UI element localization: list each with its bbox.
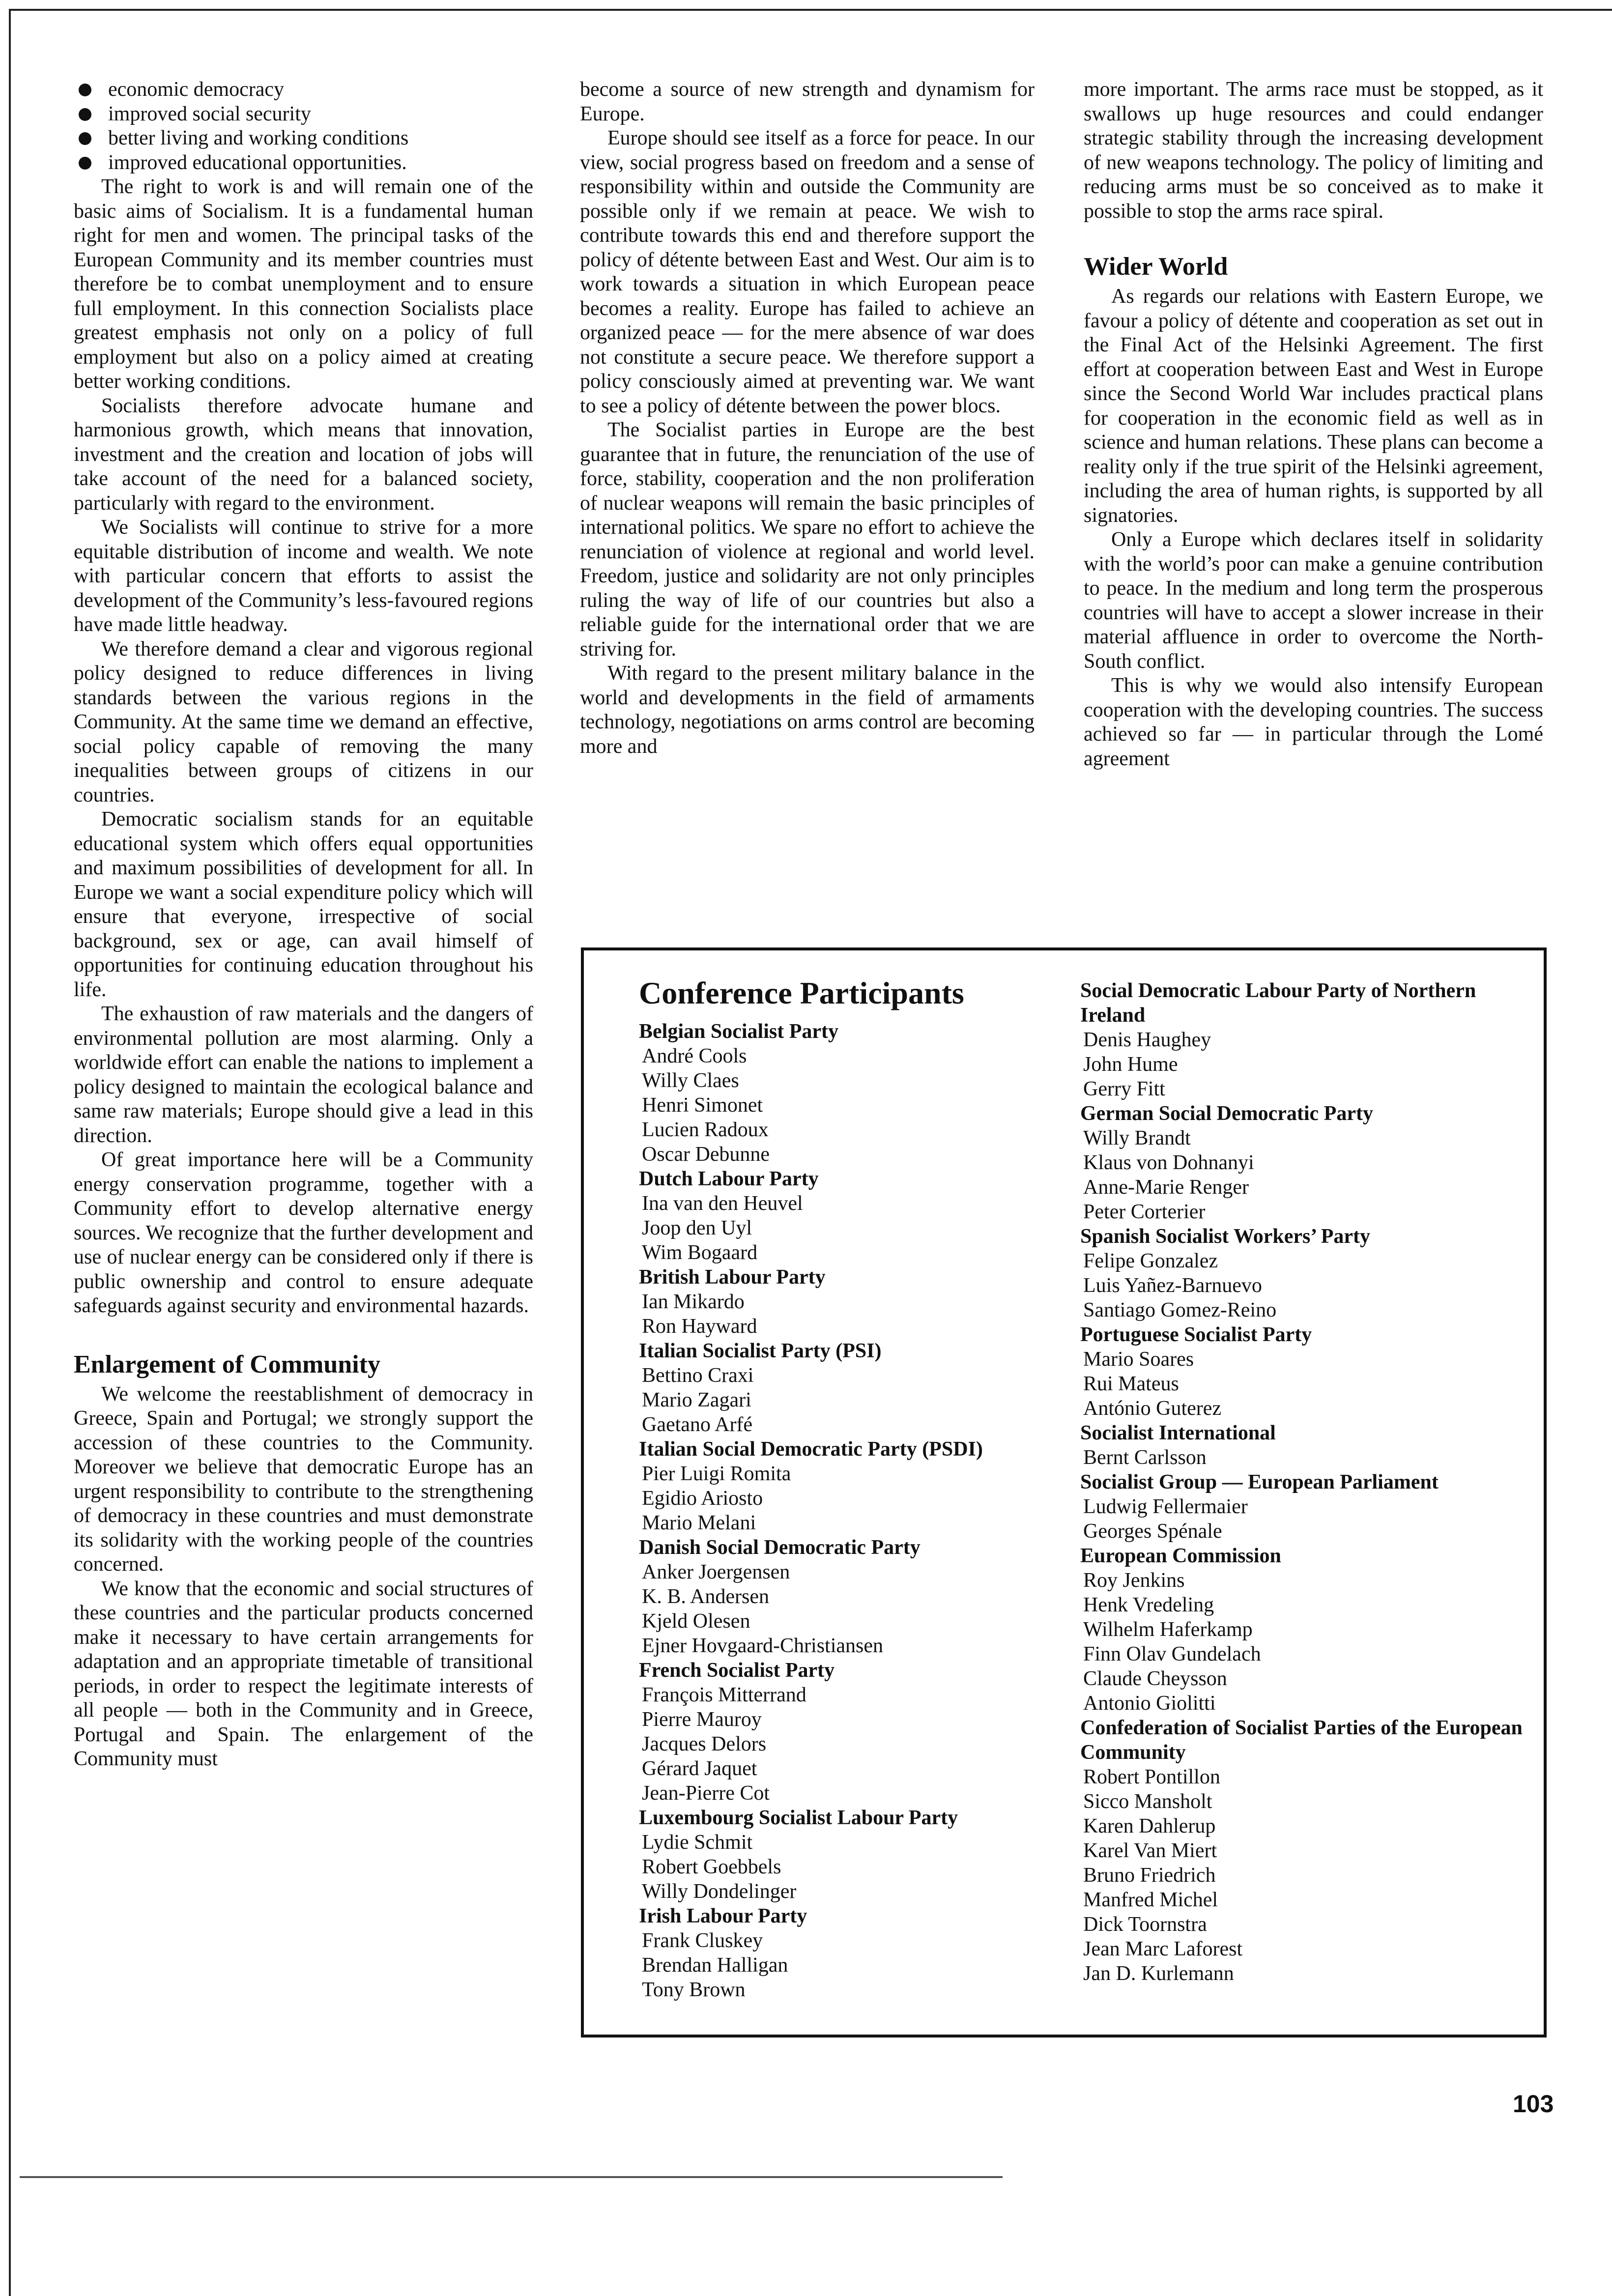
participant-name: K. B. Andersen: [642, 1585, 769, 1608]
paragraph: As regards our relations with Eastern Europe, we favour a policy of détente and cooperation as set out in the Final Act of the Helsinki Agreement. The first effort at cooperation between East and West in Europe since the Second World War includes practical plans for cooperation in the economic field as well as in science and human relations. These plans can become a reality only if the true spirit of the Helsinki agreement, including the area of human rights, is supported by all signatories.: [1084, 285, 1543, 527]
participant-name: Luis Yañez-Barnuevo: [1083, 1274, 1262, 1297]
page-number: 103: [1513, 2090, 1554, 2118]
participant-name: Jan D. Kurlemann: [1083, 1962, 1234, 1985]
participants-list-1: [639, 1019, 1071, 2002]
participant-name: Manfred Michel: [1083, 1889, 1218, 1911]
party-name: French Socialist Party: [639, 1659, 835, 1682]
bullet-item: improved educational opportunities.: [74, 151, 533, 175]
party-name: Irish Labour Party: [639, 1905, 807, 1927]
participant-name: Karen Dahlerup: [1083, 1815, 1216, 1837]
participant-name: Oscar Debunne: [642, 1143, 770, 1166]
paragraph: We Socialists will continue to strive for a more equitable distribution of income and wealth. We note with particular concern that efforts to assist the development of the Community’s less-favoured regions have made little headway.: [74, 516, 533, 636]
participant-name: Frank Cluskey: [642, 1929, 763, 1952]
party-name: Confederation of Socialist Parties of the European Community: [1080, 1717, 1523, 1764]
participant-name: Antonio Giolitti: [1083, 1692, 1216, 1715]
participant-name: Henk Vredeling: [1083, 1594, 1214, 1616]
participant-name: Ina van den Heuvel: [642, 1192, 803, 1215]
participant-name: Pier Luigi Romita: [642, 1463, 791, 1485]
participant-name: Gaetano Arfé: [642, 1413, 753, 1436]
participant-name: Wim Bogaard: [642, 1241, 758, 1264]
participant-name: Felipe Gonzalez: [1083, 1250, 1218, 1272]
bullet-item: economic democracy: [74, 78, 533, 102]
bullet-item: improved social security: [74, 102, 533, 127]
section-heading-enlargement: Enlargement of Community: [74, 1350, 380, 1378]
participant-name: Bernt Carlsson: [1083, 1446, 1207, 1469]
participant-name: Joop den Uyl: [642, 1217, 752, 1239]
paragraph: This is why we would also intensify European cooperation with the developing countries. The success achieved so far — in particular through the Lomé agreement: [1084, 674, 1543, 770]
party-name: Portuguese Socialist Party: [1080, 1323, 1312, 1346]
top-border-rule: [10, 9, 1612, 11]
participant-name: François Mitterrand: [642, 1684, 806, 1706]
participant-name: Jacques Delors: [642, 1733, 767, 1755]
footer-rule: [20, 2176, 1003, 2178]
participant-name: Peter Corterier: [1083, 1201, 1206, 1223]
participant-name: André Cools: [642, 1045, 747, 1067]
paragraph: We know that the economic and social structures of these countries and the particular products concerned make it necessary to have certain arrangements for adaptation and an appropriate timetable of transitional periods, in order to respect the legitimate interests of all people — both in the Community and in Greece, Portugal and Spain. The enlargement of the Community must: [74, 1577, 533, 1770]
participant-name: Robert Pontillon: [1083, 1766, 1220, 1788]
paragraph: more important. The arms race must be stopped, as it swallows up huge resources and could endanger strategic stability through the increasing development of new weapons technology. The policy of limiting and reducing arms must be so conceived as to make it possible to stop the arms race spiral.: [1084, 78, 1543, 223]
participant-name: Gerry Fitt: [1083, 1078, 1165, 1100]
section-heading-wider-world: Wider World: [1084, 253, 1228, 281]
paragraph: We therefore demand a clear and vigorous regional policy designed to reduce differences in living standards between the various regions in the Community. At the same time we demand an effective, social policy capable of removing the many inequalities between groups of citizens in our countries.: [74, 637, 533, 806]
participant-name: Brendan Halligan: [642, 1954, 788, 1977]
participant-name: John Hume: [1083, 1053, 1178, 1076]
participant-name: Ron Hayward: [642, 1315, 757, 1338]
participant-name: Mario Zagari: [642, 1389, 751, 1411]
party-name: Belgian Socialist Party: [639, 1020, 838, 1043]
paragraph: Only a Europe which declares itself in solidarity with the world’s poor can make a genuine contribution to peace. In the medium and long term the prosperous countries will have to accept a slower increase in their material affluence in order to overcome the North-South conflict.: [1084, 528, 1543, 673]
participant-name: Mario Melani: [642, 1512, 756, 1534]
party-name: Spanish Socialist Workers’ Party: [1080, 1225, 1370, 1248]
party-name: European Commission: [1080, 1545, 1281, 1567]
party-name: Socialist Group — European Parliament: [1080, 1471, 1439, 1493]
participant-name: Bettino Craxi: [642, 1364, 754, 1387]
paragraph: We welcome the reestablishment of democracy in Greece, Spain and Portugal; we strongly support the accession of these countries to the Community. Moreover we believe that democratic Europe has an urgent responsibility to contribute to the strengthening of democracy in these countries and must demonstrate its solidarity with the working people of the countries concerned.: [74, 1382, 533, 1576]
participant-name: Kjeld Olesen: [642, 1610, 750, 1633]
participant-name: Denis Haughey: [1083, 1029, 1211, 1051]
paragraph: The Socialist parties in Europe are the best guarantee that in future, the renunciation of the use of force, stability, cooperation and the non proliferation of nuclear weapons will remain the basic principles of international politics. We spare no effort to achieve the renunciation of violence at regional and world level. Freedom, justice and solidarity are not only principles ruling the way of life of our countries but also a reliable guide for the international order that we are striving for.: [580, 419, 1035, 660]
participants-title: Conference Participants: [639, 976, 964, 1010]
participant-name: Jean-Pierre Cot: [642, 1782, 770, 1805]
party-name: Socialist International: [1080, 1422, 1276, 1444]
participant-name: Klaus von Dohnanyi: [1083, 1151, 1254, 1174]
conference-participants-box: [581, 947, 1547, 2038]
participant-name: Henri Simonet: [642, 1094, 763, 1117]
text-column-1: [74, 78, 533, 1772]
paragraph: With regard to the present military balance in the world and developments in the field of armaments technology, negotiations on arms control are becoming more and: [580, 662, 1035, 758]
participant-name: Ian Mikardo: [642, 1291, 745, 1313]
participant-name: Anne-Marie Renger: [1083, 1176, 1249, 1199]
participant-name: Willy Brandt: [1083, 1127, 1191, 1149]
participants-list-2: [1080, 978, 1523, 1986]
paragraph: Socialists therefore advocate humane and harmonious growth, which means that innovation, investment and the creation and location of jobs will take account of the need for a balanced society, particularly with regard to the environment.: [74, 394, 533, 515]
participant-name: Rui Mateus: [1083, 1373, 1179, 1395]
participant-name: Sicco Mansholt: [1083, 1790, 1212, 1813]
participant-name: Jean Marc Laforest: [1083, 1938, 1243, 1960]
participant-name: Willy Dondelinger: [642, 1880, 797, 1903]
left-border-rule: [9, 9, 11, 2296]
participant-name: Lucien Radoux: [642, 1119, 769, 1141]
bullet-list: [74, 78, 533, 175]
participant-name: Claude Cheysson: [1083, 1667, 1227, 1690]
participant-name: Santiago Gomez-Reino: [1083, 1299, 1277, 1321]
participant-name: Gérard Jaquet: [642, 1757, 757, 1780]
party-name: Italian Social Democratic Party (PSDI): [639, 1438, 983, 1461]
participant-name: Karel Van Miert: [1083, 1839, 1217, 1862]
paragraph: Europe should see itself as a force for peace. In our view, social progress based on freedom and a sense of responsibility within and outside the Community are possible only if we remain at peace. We wish to contribute towards this end and therefore support the policy of détente between East and West. Our aim is to work towards a situation in which European peace becomes a reality. Europe has failed to achieve an organized peace — for the mere absence of war does not constitute a secure peace. We therefore support a policy consciously aimed at preventing war. We want to see a policy of détente between the power blocs.: [580, 127, 1035, 417]
bullet-item: better living and working conditions: [74, 126, 533, 151]
party-name: Social Democratic Labour Party of Northern Ireland: [1080, 979, 1476, 1027]
party-name: Danish Social Democratic Party: [639, 1536, 921, 1559]
participant-name: Mario Soares: [1083, 1348, 1194, 1371]
participant-name: Roy Jenkins: [1083, 1569, 1185, 1592]
participant-name: Egidio Ariosto: [642, 1487, 763, 1510]
party-name: British Labour Party: [639, 1266, 826, 1289]
paragraph: Democratic socialism stands for an equitable educational system which offers equal opportunities and maximum possibilities of development for all. In Europe we want a social expenditure policy which will ensure that everyone, irrespective of social background, sex or age, can avail himself of opportunities for continuing education throughout his life.: [74, 808, 533, 1001]
party-name: German Social Democratic Party: [1080, 1102, 1373, 1125]
participant-name: Tony Brown: [642, 1979, 746, 2001]
participant-name: Wilhelm Haferkamp: [1083, 1618, 1253, 1641]
paragraph: become a source of new strength and dynamism for Europe.: [580, 78, 1035, 125]
party-name: Italian Socialist Party (PSI): [639, 1340, 882, 1362]
participant-name: Lydie Schmit: [642, 1831, 753, 1854]
participant-name: Willy Claes: [642, 1069, 739, 1092]
party-name: Luxembourg Socialist Labour Party: [639, 1807, 958, 1829]
paragraph: Of great importance here will be a Community energy conservation programme, together with a Community effort to develop alternative energy sources. We recognize that the further development and use of nuclear energy can be considered only if there is public ownership and control to ensure adequate safeguards against security and environmental hazards.: [74, 1148, 533, 1317]
participant-name: Georges Spénale: [1083, 1520, 1222, 1543]
participant-name: Ludwig Fellermaier: [1083, 1495, 1248, 1518]
participant-name: Anker Joergensen: [642, 1561, 790, 1583]
participant-name: Bruno Friedrich: [1083, 1864, 1216, 1887]
participant-name: Robert Goebbels: [642, 1856, 781, 1878]
participants-column-1: [639, 976, 1071, 2002]
participant-name: António Guterez: [1083, 1397, 1222, 1420]
paragraph: The right to work is and will remain one of the basic aims of Socialism. It is a fundamental human right for men and women. The principal tasks of the European Community and its member countries must therefore be to combat unemployment and to ensure full employment. In this connection Socialists place greatest emphasis not only on a policy of full employment but also on a policy aimed at creating better working conditions.: [74, 175, 533, 393]
text-column-2: [580, 78, 1035, 759]
paragraph: The exhaustion of raw materials and the dangers of environmental pollution are most alarming. Only a worldwide effort can enable the nations to implement a policy designed to maintain the ecological balance and same raw materials; Europe should give a lead in this direction.: [74, 1003, 533, 1147]
participant-name: Ejner Hovgaard-Christiansen: [642, 1635, 884, 1657]
participant-name: Finn Olav Gundelach: [1083, 1643, 1261, 1665]
participants-column-2: [1080, 978, 1523, 1986]
text-column-3: [1084, 78, 1543, 771]
participant-name: Pierre Mauroy: [642, 1708, 762, 1731]
participant-name: Dick Toornstra: [1083, 1913, 1207, 1936]
party-name: Dutch Labour Party: [639, 1168, 819, 1190]
